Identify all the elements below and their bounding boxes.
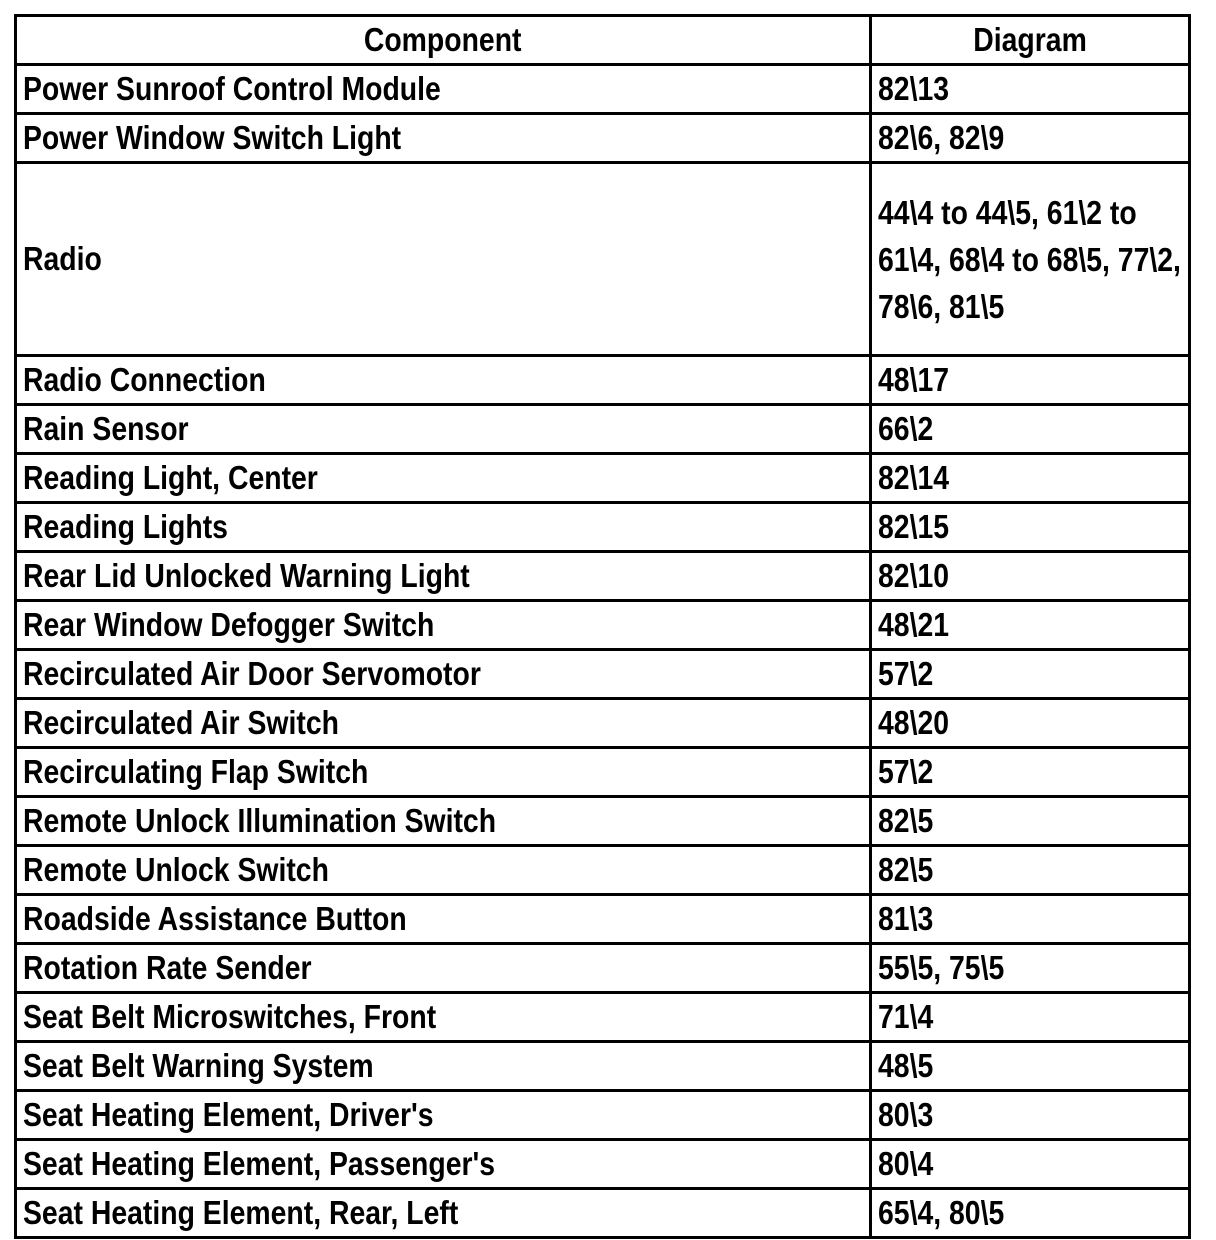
table-row [16, 405, 1190, 454]
component-name: Rain Sensor [23, 410, 189, 447]
component-cell [16, 454, 871, 503]
component-cell [16, 944, 871, 993]
diagram-cell [871, 895, 1190, 944]
diagram-ref: 57\2 [878, 655, 934, 692]
diagram-ref: 81\3 [878, 900, 934, 937]
header-component-label: Component [364, 21, 522, 58]
component-cell [16, 163, 871, 356]
diagram-ref: 82\5 [878, 802, 934, 839]
component-cell [16, 1189, 871, 1238]
table-row [16, 356, 1190, 405]
diagram-ref: 82\15 [878, 508, 950, 545]
diagram-ref: 65\4, 80\5 [878, 1194, 1005, 1231]
component-name: Power Window Switch Light [23, 119, 402, 156]
table-row [16, 650, 1190, 699]
table-row [16, 601, 1190, 650]
table-row [16, 797, 1190, 846]
table-row [16, 944, 1190, 993]
table-row [16, 114, 1190, 163]
component-name: Seat Heating Element, Passenger's [23, 1145, 496, 1182]
diagram-cell [871, 601, 1190, 650]
component-cell [16, 1091, 871, 1140]
component-cell [16, 552, 871, 601]
component-name: Remote Unlock Switch [23, 851, 329, 888]
component-cell [16, 748, 871, 797]
component-name: Recirculated Air Switch [23, 704, 339, 741]
component-name: Rotation Rate Sender [23, 949, 312, 986]
component-name: Recirculated Air Door Servomotor [23, 655, 481, 692]
diagram-cell [871, 552, 1190, 601]
table-row [16, 895, 1190, 944]
diagram-ref: 82\5 [878, 851, 934, 888]
table-row [16, 846, 1190, 895]
table-row [16, 1091, 1190, 1140]
table-row [16, 748, 1190, 797]
diagram-cell [871, 1091, 1190, 1140]
diagram-cell [871, 846, 1190, 895]
component-name: Roadside Assistance Button [23, 900, 407, 937]
component-cell [16, 601, 871, 650]
component-cell [16, 356, 871, 405]
component-name: Seat Belt Warning System [23, 1047, 374, 1084]
diagram-cell [871, 114, 1190, 163]
header-component [16, 16, 871, 65]
diagram-ref: 82\10 [878, 557, 950, 594]
header-diagram [871, 16, 1190, 65]
diagram-ref: 44\4 to 44\5, 61\2 to 61\4, 68\4 to 68\5, 77\2, 78\6, 81\5 [878, 193, 1181, 325]
table-row [16, 993, 1190, 1042]
table-row [16, 65, 1190, 114]
diagram-ref: 57\2 [878, 753, 934, 790]
component-name: Remote Unlock Illumination Switch [23, 802, 497, 839]
component-name: Radio Connection [23, 361, 266, 398]
diagram-cell [871, 1189, 1190, 1238]
component-cell [16, 65, 871, 114]
diagram-cell [871, 65, 1190, 114]
diagram-cell [871, 944, 1190, 993]
table-header-row [16, 16, 1190, 65]
table-row [16, 1140, 1190, 1189]
diagram-cell [871, 454, 1190, 503]
diagram-ref: 80\4 [878, 1145, 934, 1182]
diagram-cell [871, 797, 1190, 846]
component-cell [16, 503, 871, 552]
table-row [16, 699, 1190, 748]
component-name: Reading Light, Center [23, 459, 318, 496]
component-name: Radio [23, 240, 102, 277]
diagram-ref: 55\5, 75\5 [878, 949, 1005, 986]
component-cell [16, 405, 871, 454]
component-diagram-table [14, 14, 1191, 1239]
table-row [16, 163, 1190, 356]
component-cell [16, 797, 871, 846]
component-cell [16, 114, 871, 163]
component-name: Power Sunroof Control Module [23, 70, 441, 107]
component-name: Seat Heating Element, Rear, Left [23, 1194, 459, 1231]
table-row [16, 552, 1190, 601]
table-row [16, 454, 1190, 503]
component-name: Seat Belt Microswitches, Front [23, 998, 437, 1035]
component-name: Seat Heating Element, Driver's [23, 1096, 434, 1133]
component-name: Rear Window Defogger Switch [23, 606, 435, 643]
diagram-ref: 82\14 [878, 459, 950, 496]
component-cell [16, 1140, 871, 1189]
component-name: Rear Lid Unlocked Warning Light [23, 557, 470, 594]
diagram-ref: 48\17 [878, 361, 950, 398]
diagram-cell [871, 1140, 1190, 1189]
diagram-cell [871, 503, 1190, 552]
component-name: Recirculating Flap Switch [23, 753, 369, 790]
component-cell [16, 993, 871, 1042]
component-name: Reading Lights [23, 508, 228, 545]
diagram-cell [871, 993, 1190, 1042]
table-row [16, 503, 1190, 552]
table-row [16, 1189, 1190, 1238]
diagram-ref: 82\6, 82\9 [878, 119, 1005, 156]
diagram-ref: 71\4 [878, 998, 934, 1035]
component-cell [16, 1042, 871, 1091]
diagram-ref: 48\21 [878, 606, 950, 643]
diagram-cell [871, 699, 1190, 748]
component-cell [16, 699, 871, 748]
component-cell [16, 650, 871, 699]
component-cell [16, 895, 871, 944]
diagram-cell [871, 163, 1190, 356]
diagram-cell [871, 650, 1190, 699]
diagram-cell [871, 748, 1190, 797]
diagram-ref: 66\2 [878, 410, 934, 447]
component-cell [16, 846, 871, 895]
table-row [16, 1042, 1190, 1091]
diagram-cell [871, 356, 1190, 405]
diagram-ref: 80\3 [878, 1096, 934, 1133]
diagram-cell [871, 1042, 1190, 1091]
diagram-ref: 48\5 [878, 1047, 934, 1084]
diagram-ref: 48\20 [878, 704, 950, 741]
diagram-ref: 82\13 [878, 70, 950, 107]
component-diagram-table-container [14, 14, 1188, 1239]
header-diagram-label: Diagram [973, 21, 1087, 58]
diagram-cell [871, 405, 1190, 454]
